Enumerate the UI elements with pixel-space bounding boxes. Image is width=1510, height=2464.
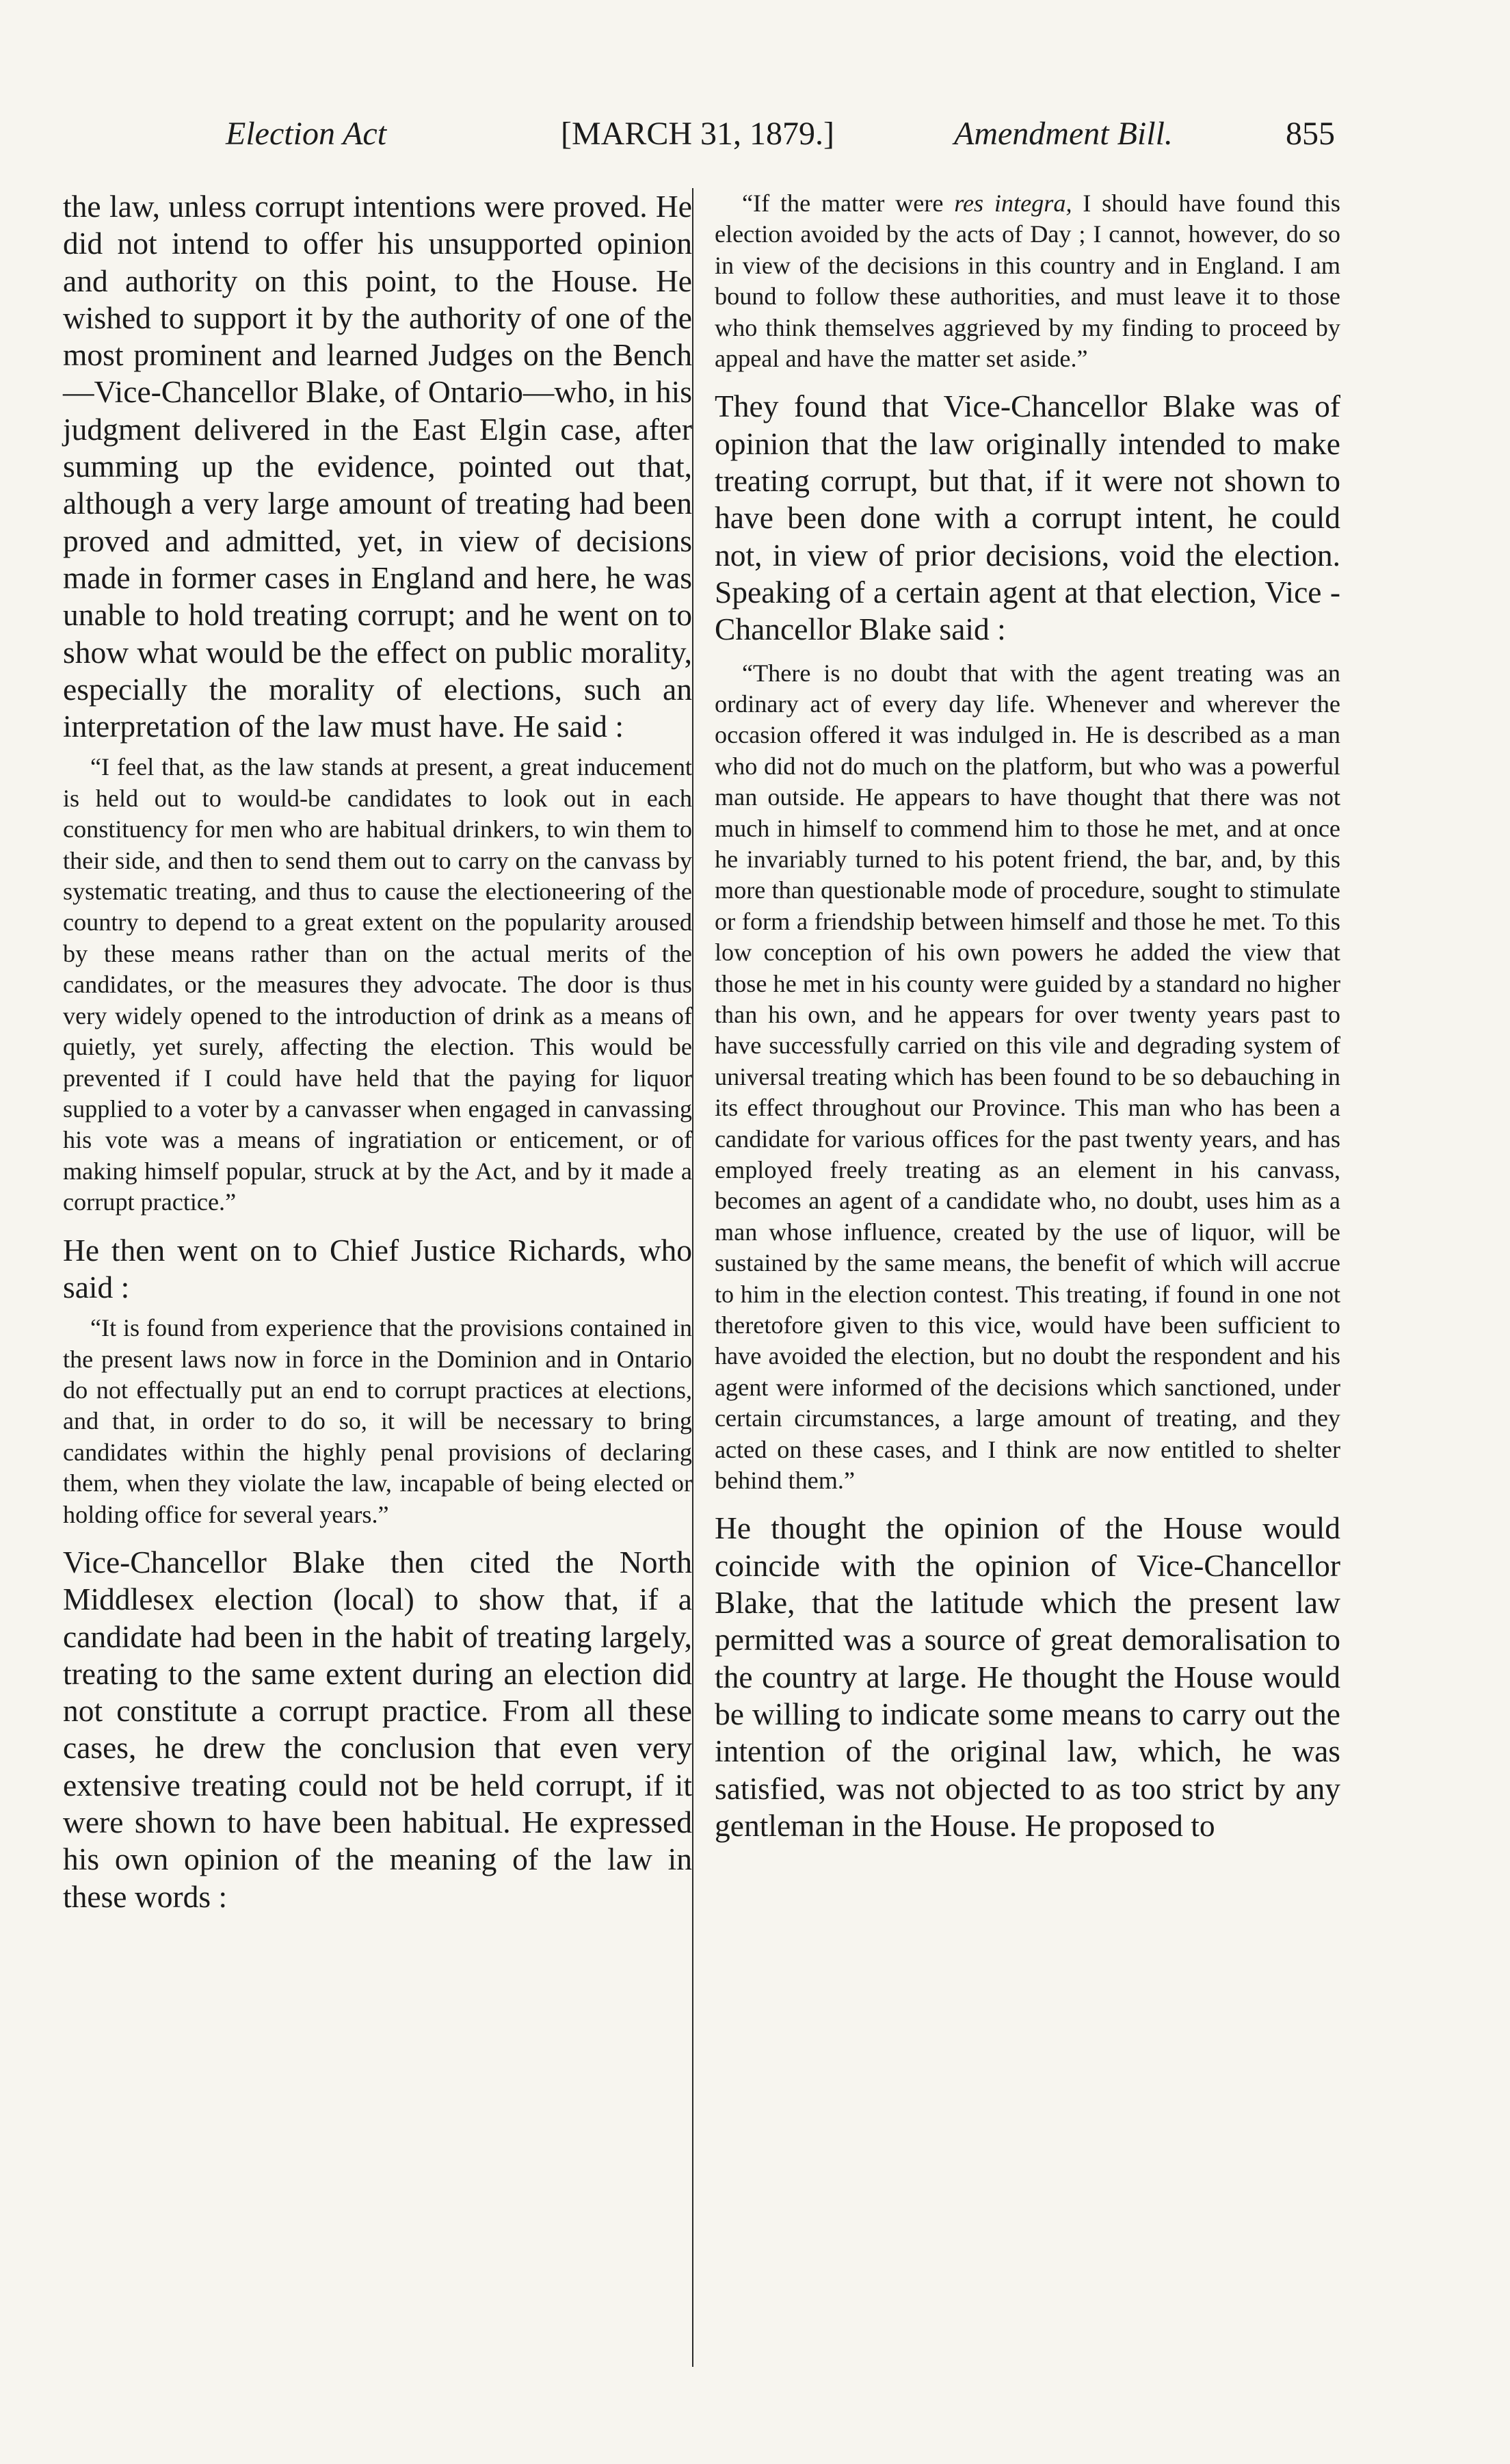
column-divider	[692, 188, 693, 2367]
right-quote-1-latin: res integra,	[954, 189, 1072, 217]
page-number: 855	[1286, 116, 1335, 152]
left-quote-1: “I feel that, as the law stands at present, a great inducement is held out to would-be candidates to look out in each constituency for men who are habitual drinkers, to win them to their side, and then to send them out to carry on the canvass by systematic treating, and thus to cause the electioneering of the country to depend to a great extent on the popularity aroused by these means rather than on the actual merits of the candidates, or the measures they advocate. The door is thus very widely opened to the introduction of drink as a means of quietly, yet surely, affecting the election. This would be prevented if I could have held that the paying for liquor supplied to a voter by a canvasser when engaged in canvassing his vote was a means of ingratiation or enticement, or of making himself popular, struck at by the Act, and by it made a corrupt practice.”	[63, 753, 692, 1216]
left-paragraph-2: He then went on to Chief Justice Richards, who said :	[63, 1232, 692, 1305]
right-quote-2: “There is no doubt that with the agent treating was an ordinary act of every day life. Whenever and wherever the occasion offered it was indulged in. He is described as a man who did not do much on the platform, but who was a powerful man outside. He appears to have thought that there was not much in himself to commend him to those he met, and at once he invariably turned to his potent friend, the bar, and, by this more than questionable mode of procedure, sought to stimulate or form a friendship between himself and those he met. To this low conception of his own powers he added the view that those he met in his county were guided by a standard no higher than his own, and he appears for over twenty years past to have successfully carried on this vile and degrading system of universal treating which has been found to be so debauching in its effect throughout our Province. This man who has been a candidate for various offices for the past twenty years, and has employed freely treating as an element in his canvass, becomes an agent of a candidate who, no doubt, uses him as a man whose influence, created by the use of liquor, will be sustained by the same means, the benefit of which will accrue to him in the election contest. This treating, if found in one not theretofore given to this vice, would have been sufficient to have avoided the election, but no doubt the respondent and his agent were informed of the decisions which sanctioned, under certain circumstances, a large amount of treating, and they acted on these cases, and I think are now entitled to shelter behind them.”	[715, 659, 1340, 1495]
left-quote-2: “It is found from experience that the provisions contained in the present laws now in force in the Dominion and in Ontario do not effectually put an end to corrupt practices at elections, and that, in order to do so, it will be necessary to bring candidates within the highly penal provisions of declaring them, when they violate the law, incapable of being elected or holding office for several years.”	[63, 1314, 692, 1528]
left-paragraph-3: Vice-Chancellor Blake then cited the North Middlesex election (local) to show that, if a candidate had been in the habit of treating largely, treating to the same extent during an election did not constitute a corrupt practice. From all these cases, he drew the conclusion that even very extensive treating could not be held corrupt, if it were shown to have been habitual. He expressed his own opinion of the meaning of the law in these words :	[63, 1544, 692, 1914]
right-quote-1	[715, 188, 1340, 374]
right-column	[715, 188, 1340, 2437]
left-paragraph-1: the law, unless corrupt intentions were proved. He did not intend to offer his unsupported opinion and authority on this point, to the House. He wished to support it by the authority of one of the most prominent and learned Judges on the Bench—Vice-Chancellor Blake, of Ontario—who, in his judgment delivered in the East Elgin case, after summing up the evidence, pointed out that, although a very large amount of treating had been proved and admitted, yet, in view of decisions made in former cases in England and here, he was unable to hold treating corrupt; and he went on to show what would be the effect on public morality, especially the morality of elections, such an interpretation of the law must have. He said :	[63, 189, 692, 744]
right-quote-1-start: “If the matter were	[742, 189, 955, 217]
right-paragraph-1: They found that Vice-Chancellor Blake was of opinion that the law originally intended to make treating corrupt, but that, if it were not shown to have been done with a corrupt intent, he could not, in view of prior decisions, void the election. Speaking of a certain agent at that election, Vice - Chancellor Blake said :	[715, 389, 1340, 647]
running-header	[0, 115, 1510, 170]
header-date: [MARCH 31, 1879.]	[561, 116, 835, 152]
right-paragraph-2: He thought the opinion of the House would coincide with the opinion of Vice-Chancellor Blake, that the latitude which the present law permitted was a source of great demoralisation to the country at large. He thought the House would be willing to indicate some means to carry out the intention of the original law, which, he was satisfied, was not objected to as too strict by any gentleman in the House. He proposed to	[715, 1510, 1340, 1843]
header-right-title: Amendment Bill.	[954, 116, 1173, 152]
right-quote-1-rest: I should have found this election avoided by the acts of Day ; I cannot, however, do so in view of the decisions in this country and in England. I am bound to follow these authorities, and must leave it to those who think themselves aggrieved by my finding to proceed by appeal and have the matter set aside.”	[715, 189, 1340, 373]
left-column	[63, 188, 692, 2437]
header-left-title: Election Act	[226, 116, 387, 152]
